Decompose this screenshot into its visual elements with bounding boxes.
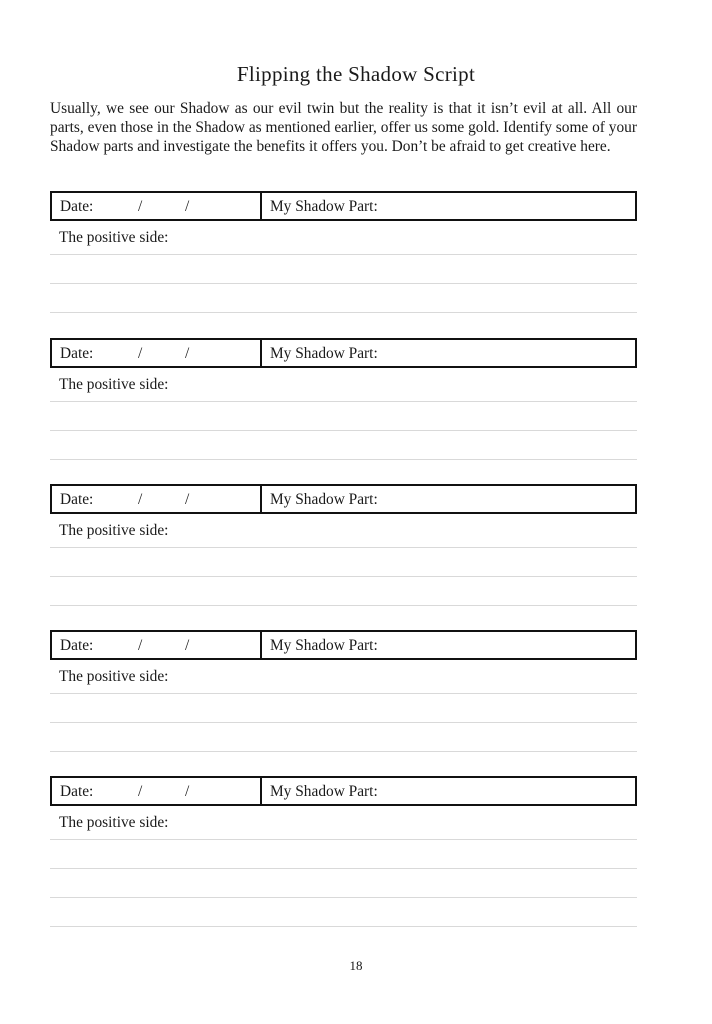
positive-side-label: The positive side: [59, 522, 169, 539]
shadow-part-field[interactable] [262, 778, 635, 804]
writing-line[interactable] [50, 722, 637, 723]
date-slash: / [185, 198, 190, 215]
entry-header-row [50, 484, 637, 514]
page-number: 18 [349, 958, 363, 973]
positive-side-label: The positive side: [59, 814, 169, 831]
writing-line[interactable] [50, 576, 637, 577]
writing-line[interactable] [50, 693, 637, 694]
page-title: Flipping the Shadow Script [236, 62, 476, 86]
date-field[interactable] [52, 632, 262, 658]
shadow-part-field[interactable] [262, 193, 635, 219]
writing-line[interactable] [50, 283, 637, 284]
writing-line[interactable] [50, 401, 637, 402]
writing-line[interactable] [50, 459, 637, 460]
date-field[interactable] [52, 340, 262, 366]
date-label: Date: [60, 198, 94, 215]
shadow-part-field[interactable] [262, 632, 635, 658]
date-slash: / [185, 345, 190, 362]
writing-line[interactable] [50, 926, 637, 927]
intro-paragraph: Usually, we see our Shadow as our evil twin but the reality is that it isn’t evil at all. All our parts, even those in the Shadow as mentioned earlier, offer us some gold. Identify some of your Shadow parts and investigate the benefits it offers you. Don’t be afraid to get creative here. [50, 100, 637, 155]
positive-side-label: The positive side: [59, 668, 169, 685]
date-slash: / [185, 783, 190, 800]
date-slash: / [185, 637, 190, 654]
writing-line[interactable] [50, 430, 637, 431]
date-slash: / [138, 491, 143, 508]
shadow-part-label: My Shadow Part: [270, 783, 378, 800]
shadow-part-label: My Shadow Part: [270, 198, 378, 215]
shadow-part-field[interactable] [262, 486, 635, 512]
date-slash: / [138, 637, 143, 654]
date-label: Date: [60, 637, 94, 654]
date-field[interactable] [52, 193, 262, 219]
writing-line[interactable] [50, 839, 637, 840]
date-slash: / [138, 783, 143, 800]
journal-entry [50, 191, 637, 313]
date-slash: / [185, 491, 190, 508]
date-field[interactable] [52, 486, 262, 512]
shadow-part-field[interactable] [262, 340, 635, 366]
positive-side-label: The positive side: [59, 229, 169, 246]
writing-line[interactable] [50, 751, 637, 752]
entry-header-row [50, 338, 637, 368]
writing-line[interactable] [50, 312, 637, 313]
journal-entry [50, 338, 637, 460]
writing-line[interactable] [50, 547, 637, 548]
entry-header-row [50, 776, 637, 806]
date-label: Date: [60, 491, 94, 508]
writing-line[interactable] [50, 254, 637, 255]
entry-header-row [50, 630, 637, 660]
writing-line[interactable] [50, 868, 637, 869]
journal-entry [50, 776, 637, 927]
date-label: Date: [60, 345, 94, 362]
date-slash: / [138, 345, 143, 362]
date-label: Date: [60, 783, 94, 800]
date-field[interactable] [52, 778, 262, 804]
shadow-part-label: My Shadow Part: [270, 491, 378, 508]
entry-header-row [50, 191, 637, 221]
shadow-part-label: My Shadow Part: [270, 637, 378, 654]
date-slash: / [138, 198, 143, 215]
writing-line[interactable] [50, 897, 637, 898]
journal-entry [50, 484, 637, 606]
positive-side-label: The positive side: [59, 376, 169, 393]
writing-line[interactable] [50, 605, 637, 606]
journal-entry [50, 630, 637, 752]
shadow-part-label: My Shadow Part: [270, 345, 378, 362]
